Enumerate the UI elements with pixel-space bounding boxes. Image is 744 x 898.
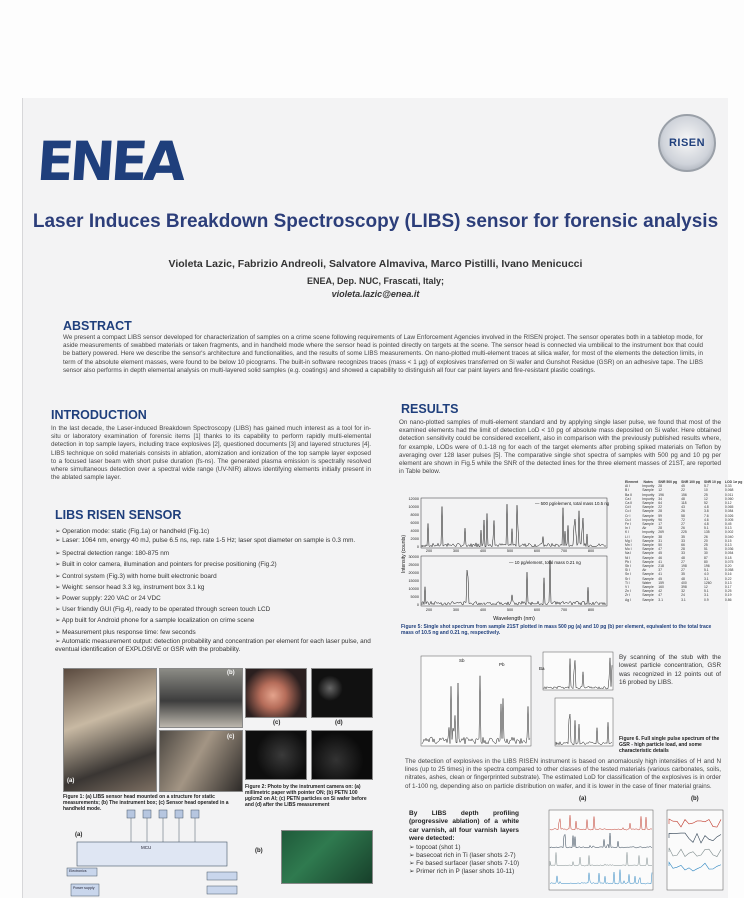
table-cell: 196: [658, 492, 664, 497]
table-cell: Sample: [642, 572, 654, 577]
table-cell: 0.036: [724, 547, 734, 552]
table-cell: Sample: [642, 555, 654, 560]
fig2b-image: [311, 668, 373, 718]
fig5-xtick: 700: [560, 549, 568, 553]
affiliation: ENEA, Dep. NUC, Frascati, Italy;: [306, 276, 445, 286]
explosives-text: The detection of explosives in the LIBS RISEN instrument is based on anomalously high intensities of H and N lines (up to 25 times) in the spectra compared to other classes of the tested materials (various carbonates, soils, nitrates, ashes, clean or fingerprinted substrate). The estimated LoD for classification of the explosives is in order of 1-100 ng, depending also on particle distribution on wafer, and it is lower in the case of finer material grains.: [405, 758, 721, 790]
table-cell: 118: [681, 501, 687, 506]
table-cell: Impurity: [642, 492, 655, 497]
fig3-power-label: Power supply: [73, 886, 95, 890]
sensor-bullets: [55, 526, 373, 654]
table-cell: 0.005: [724, 517, 734, 522]
table-cell: 7.6: [703, 513, 709, 518]
table-cell: Sample: [642, 543, 654, 548]
table-cell: 0.18: [724, 555, 732, 560]
fig5-ytick: 0: [416, 545, 419, 549]
table-cell: Li I: [625, 534, 630, 539]
table-cell: Sample: [642, 509, 654, 514]
table-cell: 96: [658, 517, 663, 522]
panel-label: (b): [255, 848, 263, 854]
fig3-electronics-label: Electronics: [69, 869, 87, 873]
table-cell: 0.45: [724, 522, 732, 527]
fig5-bottom-panel: [408, 555, 607, 622]
table-cell: Sample: [642, 551, 654, 556]
fig5-ytick: 0: [416, 603, 419, 607]
abstract-text: We present a compact LIBS sensor developed for characterization of samples on a crime scene following requirements of Law Enforcement Agencies involved in the RISEN project. The sensor operates both in a tabletop mode, for aside measurements of swabbed materials or taken fragments, and in handheld mode where the sensor head is pointed directly on targets at the scene. The sensor head is connected via umbilical to the instrument box that could be battery powered. Here we describe the sensor's architecture and functionalities, and the results of some LIBS measurements. On nano-plotted multi-element traces at silica wafer, for most of the elements the detection limits, in term of the absolute element masses, were found to be below 10 picograms. The built-in software recognizes traces (mass < 1 µg) of explosives transferred on Si wafer and Gunshot Residue (GSR) on an adhesive tape. The LIBS sensor also performs in depth elemental analysis on multi-layered solid samples (e.g. coatings) and showed a capability to distinguish all four car paint layers and fire-resistant plastic coatings.: [63, 334, 703, 374]
table-cell: Fe I: [625, 522, 631, 527]
table-cell: 5.7: [703, 484, 709, 489]
fig5-xtick: 600: [533, 608, 541, 612]
table-cell: 0.068: [724, 488, 734, 493]
fig5-xtick: 800: [587, 549, 595, 553]
table-cell: 0.20: [724, 564, 732, 569]
depth-bullet: ➢ basecoat rich in Ti (laser shots 2-7): [409, 852, 521, 860]
table-cell: 400: [681, 580, 687, 585]
table-cell: 1260: [703, 580, 712, 585]
table-cell: 0.15: [724, 538, 732, 543]
table-cell: 35: [681, 572, 685, 577]
fig1a-photo: [63, 668, 157, 792]
fig5-xtick: 200: [425, 608, 433, 612]
table-cell: Impurity: [642, 530, 655, 535]
sensor-bullet: ➢ Control system (Fig.3) with home built electronic board: [55, 571, 373, 582]
table-cell: 32: [681, 589, 685, 594]
table-cell: 269: [658, 530, 664, 535]
table-cell: 225: [681, 530, 687, 535]
fig5-ytick: 25000: [408, 563, 419, 567]
table-cell: 28: [681, 547, 685, 552]
table-cell: 4.0: [703, 572, 709, 577]
table-header-cell: SNR 10 pg: [703, 480, 721, 484]
table-cell: 42: [658, 589, 663, 594]
table-cell: 0.011: [724, 492, 734, 497]
introduction-heading: INTRODUCTION: [51, 408, 147, 422]
table-cell: 0.25: [724, 589, 732, 594]
table-cell: 47: [658, 547, 663, 552]
table-cell: Sample: [642, 593, 654, 598]
table-cell: 0.16: [724, 572, 732, 577]
table-cell: 0.026: [724, 513, 734, 518]
fig5-ytick: 15000: [408, 579, 419, 583]
fig1b-photo: [159, 668, 243, 728]
table-cell: Sample: [642, 538, 654, 543]
table-cell: 28: [658, 526, 663, 531]
depth-bullet: ➢ Primer rich in P (laser shots 10-11): [409, 868, 521, 876]
table-cell: 0.065: [724, 505, 734, 510]
sensor-bullet: ➢ Spectral detection range: 180-875 nm: [55, 548, 373, 559]
fig5-ytick: 10000: [408, 505, 419, 509]
table-cell: Ag I: [625, 597, 632, 602]
fig5-ytick: 12000: [408, 497, 419, 501]
table-cell: 0.19: [724, 593, 732, 598]
table-cell: 0.86: [724, 597, 732, 602]
fig5-ytick: 30000: [408, 555, 419, 559]
fig6-frame: [421, 656, 531, 746]
table-header-cell: SNR 100 pg: [681, 480, 700, 484]
table-cell: 48: [681, 555, 685, 560]
table-cell: 156: [681, 492, 687, 497]
table-cell: 45: [681, 484, 685, 489]
fig6-caption: Figure 6. Full single pulse spectrum of the GSR - high particle load, and some characteristic details: [619, 736, 720, 754]
table-cell: 59: [658, 513, 663, 518]
table-cell: Sb I: [625, 564, 632, 569]
table-cell: Sample: [642, 547, 654, 552]
fig5-xtick: 800: [587, 608, 595, 612]
fig7-depth-profiles: [529, 804, 725, 898]
table-cell: Sample: [642, 501, 654, 506]
table-cell: 3.1: [703, 576, 709, 581]
table-cell: Co I: [625, 509, 632, 514]
fig6-peak-label: Sb: [459, 658, 465, 663]
table-cell: Pb I: [625, 559, 632, 564]
table-cell: Ni I: [625, 555, 631, 560]
table-cell: Zn I: [625, 589, 631, 594]
sensor-heading: LIBS RISEN SENSOR: [55, 508, 182, 522]
panel-label: (c): [227, 734, 235, 740]
fig1-caption: Figure 1: (a) LIBS sensor head mounted on a structure for static measurements; (b) The instrument box; (c) Sensor head operated in a handheld mode.: [63, 794, 229, 812]
table-cell: 80: [703, 559, 708, 564]
table-cell: 0.054: [724, 551, 734, 556]
panel-label: (b): [691, 796, 699, 802]
email: violeta.lazic@enea.it: [331, 289, 420, 299]
table-cell: Zr I: [625, 593, 631, 598]
table-cell: Sample: [642, 488, 654, 493]
fig6-peak-label: Pb: [499, 662, 505, 667]
table-cell: 66: [681, 543, 685, 548]
table-cell: 52: [703, 501, 708, 506]
table-cell: 50: [658, 543, 663, 548]
depth-bullets: [409, 844, 521, 876]
fig5-ytick: 4000: [410, 529, 419, 533]
fig7a-frame: [549, 810, 653, 890]
fig5-ytick: 5000: [410, 595, 419, 599]
table-cell: 5.1: [703, 589, 709, 594]
table-cell: Air: [642, 526, 647, 531]
risen-logo: [658, 114, 716, 172]
fig5-xtick: 700: [560, 608, 568, 612]
sensor-bullet: ➢ Weight: sensor head 3.3 kg, instrument box 3.1 kg: [55, 582, 373, 593]
table-cell: Si I: [625, 568, 630, 573]
fig2-caption: Figure 2: Photo by the instrument camera on: (a) millimetric paper with pointer ON; (b) PETN 100 µg/cm2 on Al; (c) PETN particles on Si wafer before and (d) after the LIBS measurement: [245, 784, 367, 808]
sensor-bullet: ➢ Operation mode: static (Fig.1a) or handheld (Fig.1c): [55, 526, 373, 537]
fig5-ytick: 8000: [410, 513, 419, 517]
table-cell: 46: [658, 555, 663, 560]
table-cell: 3.1: [658, 597, 663, 602]
fig5-xtick: 200: [425, 549, 433, 553]
table-cell: 41: [658, 572, 663, 577]
table-cell: 0.13: [724, 526, 732, 531]
table-cell: 34: [658, 496, 663, 501]
table-cell: 25: [703, 543, 708, 548]
fig5-xtick: 400: [479, 608, 487, 612]
table-cell: 47: [658, 593, 663, 598]
snr-table: [623, 480, 744, 602]
sensor-bullet: ➢ User friendly GUI (Fig.4), ready to be operated through screen touch LCD: [55, 604, 373, 615]
table-cell: Al I: [625, 484, 630, 489]
table-cell: Ti I: [625, 580, 630, 585]
table-cell: 48: [681, 576, 685, 581]
gsr-text: By scanning of the stub with the lowest particle concentration, GSR was recognized in 12 points out of 16 probed by LIBS.: [619, 654, 721, 687]
table-cell: 31: [658, 538, 663, 543]
table-cell: 218: [658, 564, 664, 569]
table-header-cell: LOD 1σ pg: [724, 480, 743, 484]
sensor-bullet: ➢ App built for Android phone for a sample localization on crime scene: [55, 615, 373, 626]
table-cell: Mo I: [625, 547, 632, 552]
table-cell: 45: [658, 551, 663, 556]
table-cell: Impurity: [642, 484, 655, 489]
table-cell: 0.060: [724, 496, 734, 501]
table-cell: 37: [658, 568, 663, 573]
table-cell: 196: [703, 564, 710, 569]
table-cell: 0.13: [724, 543, 732, 548]
table-cell: Sample: [642, 534, 654, 539]
table-cell: 10: [703, 488, 708, 493]
table-cell: Sample: [642, 564, 654, 569]
table-cell: 27: [681, 559, 685, 564]
table-cell: 17: [658, 522, 663, 527]
table-row: [623, 598, 744, 602]
table-cell: 4.8: [703, 505, 709, 510]
results-heading: RESULTS: [401, 402, 459, 416]
panel-label: (a): [579, 796, 587, 802]
sensor-bullet: ➢ Laser: 1064 nm, energy 40 mJ, pulse 6.5 ns, rep. rate 1-5 Hz; laser spot diameter on sample is 0.3 mm.: [55, 537, 373, 548]
fig6-inset2: [555, 698, 613, 746]
fig3-mcu-label: MCU: [141, 845, 152, 850]
results-text: On nano-plotted samples of multi-element standard and by applying single laser pulse, we found that most of the examined elements had the limit of detection LoD < 10 pg of absolute mass deposited on Si wafer. Here obtained detection sensitivity could be considered excellent, also in comparison with the previously published results where, for example, LODs were of 0.1-18 ng for each of the target elements after probing spiked materials on Teflon by averaging over 128 laser pulses [5]. The comparative single shot spectra of samples with 500 pg and 10 pg per element are shown in Fig.5 while the SNR of the detected lines for the three element masses of 21ST, are reported in Table below.: [399, 419, 721, 476]
table-cell: 0.058: [724, 568, 734, 573]
table-cell: 12: [703, 496, 708, 501]
table-cell: 58: [681, 513, 685, 518]
fig5-xtick: 300: [452, 549, 460, 553]
table-cell: 3.8: [703, 509, 709, 514]
fig5-xtick: 500: [506, 549, 514, 553]
depth-intro: By LIBS depth profiling (progressive ablation) of a white car varnish, all four varnish layers were detected:: [409, 810, 519, 843]
table-cell: 0.9: [703, 597, 709, 602]
table-cell: 24: [681, 593, 685, 598]
table-header-cell: Element: [625, 480, 639, 484]
table-cell: 20: [703, 538, 708, 543]
table-cell: 64: [658, 501, 663, 506]
table-cell: Cd I: [625, 505, 632, 510]
fig5-xtick: 600: [533, 549, 541, 553]
table-cell: 28: [658, 484, 663, 489]
table-cell: 35: [681, 534, 685, 539]
table-cell: Cr I: [625, 513, 631, 518]
fig5-xlabel: Wavelength (nm): [493, 616, 535, 622]
table-cell: 3.1: [681, 597, 686, 602]
table-cell: 5.1: [703, 526, 709, 531]
fig6-gsr-spectra: [405, 646, 615, 756]
table-cell: V I: [625, 585, 630, 590]
sensor-bullet: ➢ Built in color camera, illumination and pointers for precise positioning (Fig.2): [55, 559, 373, 570]
table-cell: 33: [681, 551, 685, 556]
table-cell: 3.1: [703, 593, 709, 598]
sensor-bullet: ➢ Automatic measurement output: detection probability and concentration per element for each laser pulse, and eventual identification of EXPLOSIVE or GSR with the probability.: [55, 638, 373, 654]
panel-label: (b): [227, 670, 235, 676]
table-cell: 4.6: [703, 517, 709, 522]
table-cell: 26: [681, 526, 685, 531]
fig6-plot: [421, 652, 613, 746]
sensor-bullet: ➢ Measurement plus response time: few seconds: [55, 627, 373, 638]
table-cell: Impurity: [642, 517, 655, 522]
fig2a-image: [245, 668, 307, 718]
table-cell: 198: [681, 564, 687, 569]
authors: Violeta Lazic, Fabrizio Andreoli, Salvatore Almaviva, Marco Pistilli, Ivano Menicucci: [168, 258, 583, 270]
abstract-heading: ABSTRACT: [63, 319, 132, 333]
table-cell: Ca I: [625, 496, 632, 501]
table-cell: In I: [625, 526, 630, 531]
enea-logo: ENEA: [34, 130, 184, 193]
table-cell: 0.13: [724, 580, 732, 585]
table-cell: Na I: [625, 551, 632, 556]
table-cell: 0.075: [724, 559, 734, 564]
table-cell: 45: [658, 576, 663, 581]
table-cell: 0.17: [724, 585, 732, 590]
spectrum-line: [422, 504, 606, 547]
introduction-text: In the last decade, the Laser-induced Breakdown Spectroscopy (LIBS) has gained much interest as a tool for in-situ or laboratory examination of forensic items [1] thanks to its capability to perform rapidly multi-elemental detection in top sample layers, including trace explosives [2], questioned documents [3] and layered structures [4]. LIBS technique on solid materials consists in ablation, atomization and ionization of the top sample layer exposed to a focused laser beam with short pulse duration (fs-ns). The generated plasma emission is spectrally resolved where simultaneous detection over a spectral wide range (UV-NIR) allows identifying elements initially present in the ablated sample layer.: [51, 425, 371, 482]
fig4-board-photo: [281, 830, 373, 884]
table-cell: Sr I: [625, 576, 631, 581]
table-cell: Sample: [642, 559, 654, 564]
table-cell: Sample: [642, 505, 654, 510]
table-cell: 22: [681, 488, 685, 493]
table-cell: 28: [658, 509, 663, 514]
table-cell: K I: [625, 530, 630, 535]
table-body: [623, 484, 744, 602]
fig5-ytick: 20000: [408, 571, 419, 575]
table-cell: 87: [703, 555, 708, 560]
table-cell: 12: [658, 488, 663, 493]
panel-label: (c): [273, 720, 281, 726]
depth-bullet: ➢ Fe based surfacer (laser shots 7-10): [409, 860, 521, 868]
depth-bullet: ➢ topcoat (shot 1): [409, 844, 521, 852]
table-cell: 25: [703, 492, 708, 497]
table-cell: 12: [703, 585, 708, 590]
table-cell: B I: [625, 488, 630, 493]
fig5-ylabel: Intensity (counts): [401, 534, 407, 574]
snr-table-container: [623, 480, 743, 602]
panel-label: (d): [335, 720, 343, 726]
spectrum-line: [422, 560, 606, 605]
table-cell: Sample: [642, 522, 654, 527]
table-cell: 48: [681, 496, 685, 501]
table-cell: 27: [681, 568, 685, 573]
table-cell: 41: [658, 559, 663, 564]
fig6-inset1: [543, 652, 613, 690]
table-cell: Cu I: [625, 517, 632, 522]
table-cell: Impurity: [642, 496, 655, 501]
table-cell: 43: [681, 505, 685, 510]
panel-label: (a): [67, 778, 75, 784]
table-cell: 0.040: [724, 534, 734, 539]
fig5-ytick: 2000: [410, 537, 419, 541]
table-cell: 135: [703, 530, 710, 535]
fig6-peak-label: Ba: [539, 666, 545, 671]
fig5-xtick: 400: [479, 549, 487, 553]
fig5-spectra: [399, 494, 621, 624]
fig7-plot: [549, 810, 723, 890]
table-header-cell: Notes: [643, 480, 653, 484]
fig5-series1-label: — 500 pg/element, total mass 10.5 ng: [535, 501, 610, 506]
table-cell: Sn I: [625, 572, 632, 577]
fig2c-image: [245, 730, 307, 780]
table-cell: 72: [681, 517, 685, 522]
table-cell: Sample: [642, 576, 654, 581]
table-cell: 38: [658, 534, 663, 539]
poster: [22, 98, 743, 898]
table-cell: Sample: [642, 589, 654, 594]
poster-title: Laser Induces Breakdown Spectroscopy (LIBS) sensor for forensic analysis: [32, 211, 719, 232]
table-cell: 160: [658, 585, 664, 590]
table-cell: 4.8: [703, 522, 709, 527]
table-cell: 33: [681, 538, 685, 543]
table-cell: 398: [681, 585, 687, 590]
sensor-bullet: ➢ Power supply: 220 VAC or 24 VDC: [55, 593, 373, 604]
table-cell: Sample: [642, 585, 654, 590]
table-cell: 0.22: [724, 576, 732, 581]
table-header-cell: SNR 500 pg: [658, 480, 678, 484]
fig3-block-diagram: [67, 806, 247, 898]
table-cell: 5.1: [703, 568, 709, 573]
table-cell: 22: [658, 505, 663, 510]
table-cell: Air: [642, 568, 647, 573]
table-cell: 0.33: [724, 484, 732, 489]
fig5-series2-label: — 10 pg/element, total mass 0.21 ng: [509, 560, 581, 565]
table-cell: 27: [681, 522, 685, 527]
fig5-xtick: 300: [452, 608, 460, 612]
table-cell: 51: [703, 547, 708, 552]
fig5-ytick: 10000: [408, 587, 419, 591]
table-cell: 0.084: [724, 509, 734, 514]
risen-logo-text: RISEN: [668, 137, 706, 149]
table-cell: 0.002: [724, 530, 734, 535]
fig5-caption: Figure 5: Single shot spectrum from sample 21ST plotted in mass 500 pg (a) and 10 pg (b) per element, equivalent to the total trace mass of 10.5 ng and 0.21 ng, respectively.: [401, 624, 712, 636]
panel-label: (a): [75, 832, 83, 838]
table-cell: 159: [658, 580, 664, 585]
table-cell: Ba II: [625, 492, 632, 497]
table-cell: Sample: [642, 513, 654, 518]
table-cell: 0.12: [724, 501, 732, 506]
fig2d-image: [311, 730, 373, 780]
table-cell: 30: [703, 551, 708, 556]
table-cell: Water: [642, 580, 652, 585]
table-cell: 26: [703, 534, 708, 539]
fig5-ytick: 6000: [410, 521, 419, 525]
table-cell: Mn I: [625, 543, 632, 548]
table-cell: Ca II: [625, 501, 633, 506]
table-cell: 26: [681, 509, 685, 514]
table-cell: Sample: [642, 597, 654, 602]
table-cell: Mg I: [625, 538, 632, 543]
fig5-xtick: 500: [506, 608, 514, 612]
